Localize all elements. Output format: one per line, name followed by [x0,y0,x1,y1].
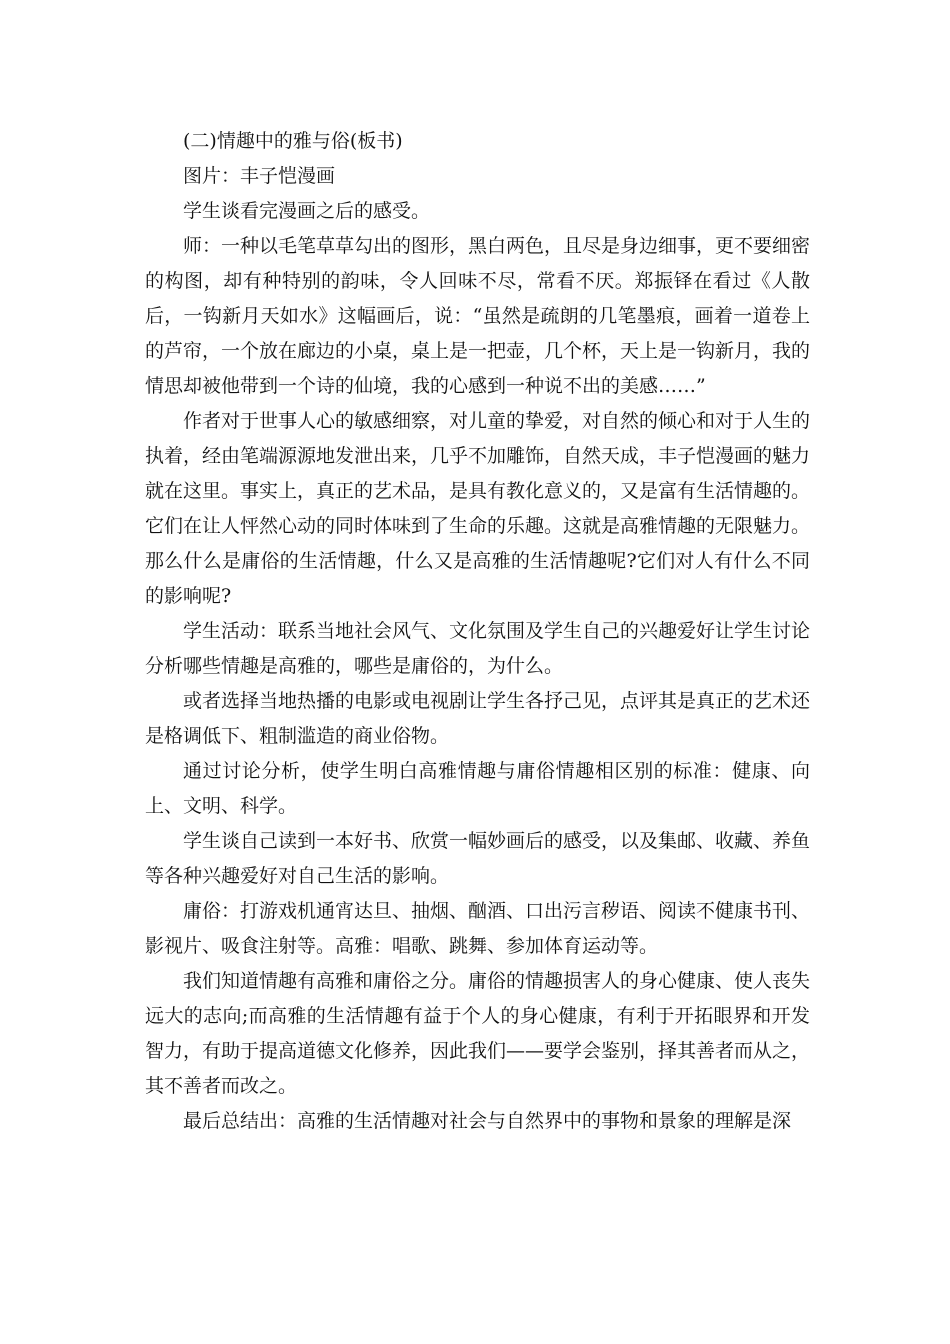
section-heading: (二)情趣中的雅与俗(板书) [183,130,403,152]
paragraph: 我们知道情趣有高雅和庸俗之分。庸俗的情趣损害人的身心健康、使人丧失远大的志向;而高雅的生活情趣有益于个人的身心健康，有利于开拓眼界和开发智力，有助于提高道德文化修养，因此我们——要学会鉴别，择其善者而从之，其不善者而改之。 [145,970,811,1097]
paragraph: 学生谈看完漫画之后的感受。 [183,200,431,222]
paragraph: 通过讨论分析，使学生明白高雅情趣与庸俗情趣相区别的标准：健康、向上、文明、科学。 [145,760,810,817]
paragraph: 学生活动：联系当地社会风气、文化氛围及学生自己的兴趣爱好让学生讨论分析哪些情趣是高雅的，哪些是庸俗的，为什么。 [145,620,811,677]
paragraph: 学生谈自己读到一本好书、欣赏一幅妙画后的感受，以及集邮、收藏、养鱼等各种兴趣爱好对自己生活的影响。 [145,830,811,887]
paragraph: 师：一种以毛笔草草勾出的图形，黑白两色，且尽是身边细事，更不要细密的构图，却有种特别的韵味，令人回味不尽，常看不厌。郑振铎在看过《人散后，一钩新月天如水》这幅画后，说：“虽然是疏朗的几笔墨痕，画着一道卷上的芦帘，一个放在廊边的小桌，桌上是一把壶，几个杯，天上是一钩新月，我的情思却被他带到一个诗的仙境，我的心感到一种说不出的美感……” [145,235,811,397]
paragraph: 庸俗：打游戏机通宵达旦、抽烟、酗酒、口出污言秽语、阅读不健康书刊、影视片、吸食注射等。高雅：唱歌、跳舞、参加体育运动等。 [145,900,811,957]
picture-caption: 图片：丰子恺漫画 [183,165,336,187]
paragraph: 或者选择当地热播的电影或电视剧让学生各抒己见，点评其是真正的艺术还是格调低下、粗制滥造的商业俗物。 [145,690,811,747]
document-body [145,124,810,1139]
paragraph: 最后总结出：高雅的生活情趣对社会与自然界中的事物和景象的理解是深 [183,1110,792,1132]
paragraph: 作者对于世事人心的敏感细察，对儿童的挚爱，对自然的倾心和对于人生的执着，经由笔端源源地发泄出来，几乎不加雕饰，自然天成，丰子恺漫画的魅力就在这里。事实上，真正的艺术品，是具有教化意义的，又是富有生活情趣的。它们在让人怦然心动的同时体味到了生命的乐趣。这就是高雅情趣的无限魅力。那么什么是庸俗的生活情趣，什么又是高雅的生活情趣呢?它们对人有什么不同的影响呢? [145,410,811,607]
